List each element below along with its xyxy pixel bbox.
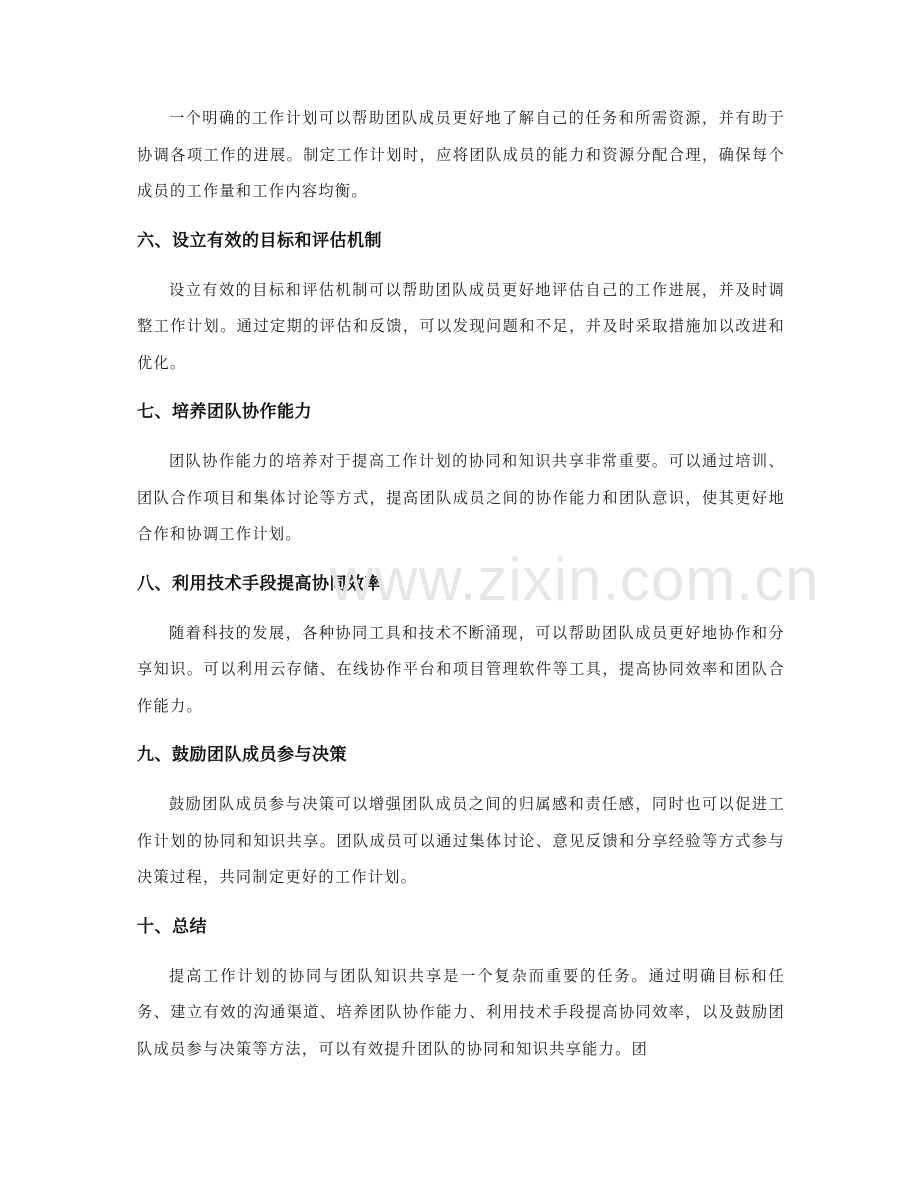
paragraph-summary: 提高工作计划的协同与团队知识共享是一个复杂而重要的任务。通过明确目标和任务、建立有效的沟通渠道、培养团队协作能力、利用技术手段提高协同效率，以及鼓励团队成员参与决策等方法，可以有效提升团队的协同和知识共享能力。团 [137, 966, 785, 1058]
heading-section-7: 七、培养团队协作能力 [137, 402, 312, 422]
paragraph-section-6: 设立有效的目标和评估机制可以帮助团队成员更好地评估自己的工作进展，并及时调整工作计划。通过定期的评估和反馈，可以发现问题和不足，并及时采取措施加以改进和优化。 [137, 280, 785, 372]
heading-section-10: 十、总结 [137, 916, 207, 937]
heading-section-9: 九、鼓励团队成员参与决策 [137, 745, 347, 765]
heading-section-6: 六、设立有效的目标和评估机制 [137, 230, 382, 251]
paragraph-section-7: 团队协作能力的培养对于提高工作计划的协同和知识共享非常重要。可以通过培训、团队合作项目和集体讨论等方式，提高团队成员之间的协作能力和团队意识，使其更好地合作和协调工作计划。 [137, 452, 785, 543]
watermark-text: www.zixin.com.cn [330, 546, 820, 613]
paragraph-work-plan: 一个明确的工作计划可以帮助团队成员更好地了解自己的任务和所需资源，并有助于协调各项工作的进展。制定工作计划时，应将团队成员的能力和资源分配合理，确保每个成员的工作量和工作内容均衡。 [137, 109, 785, 200]
document-body [137, 100, 785, 1067]
paragraph-section-9: 鼓励团队成员参与决策可以增强团队成员之间的归属感和责任感，同时也可以促进工作计划的协同和知识共享。团队成员可以通过集体讨论、意见反馈和分享经验等方式参与决策过程，共同制定更好的工作计划。 [137, 795, 785, 886]
heading-section-8: 八、利用技术手段提高协同效率 [137, 573, 382, 594]
paragraph-section-8: 随着科技的发展，各种协同工具和技术不断涌现，可以帮助团队成员更好地协作和分享知识。可以利用云存储、在线协作平台和项目管理软件等工具，提高协同效率和团队合作能力。 [137, 623, 785, 715]
